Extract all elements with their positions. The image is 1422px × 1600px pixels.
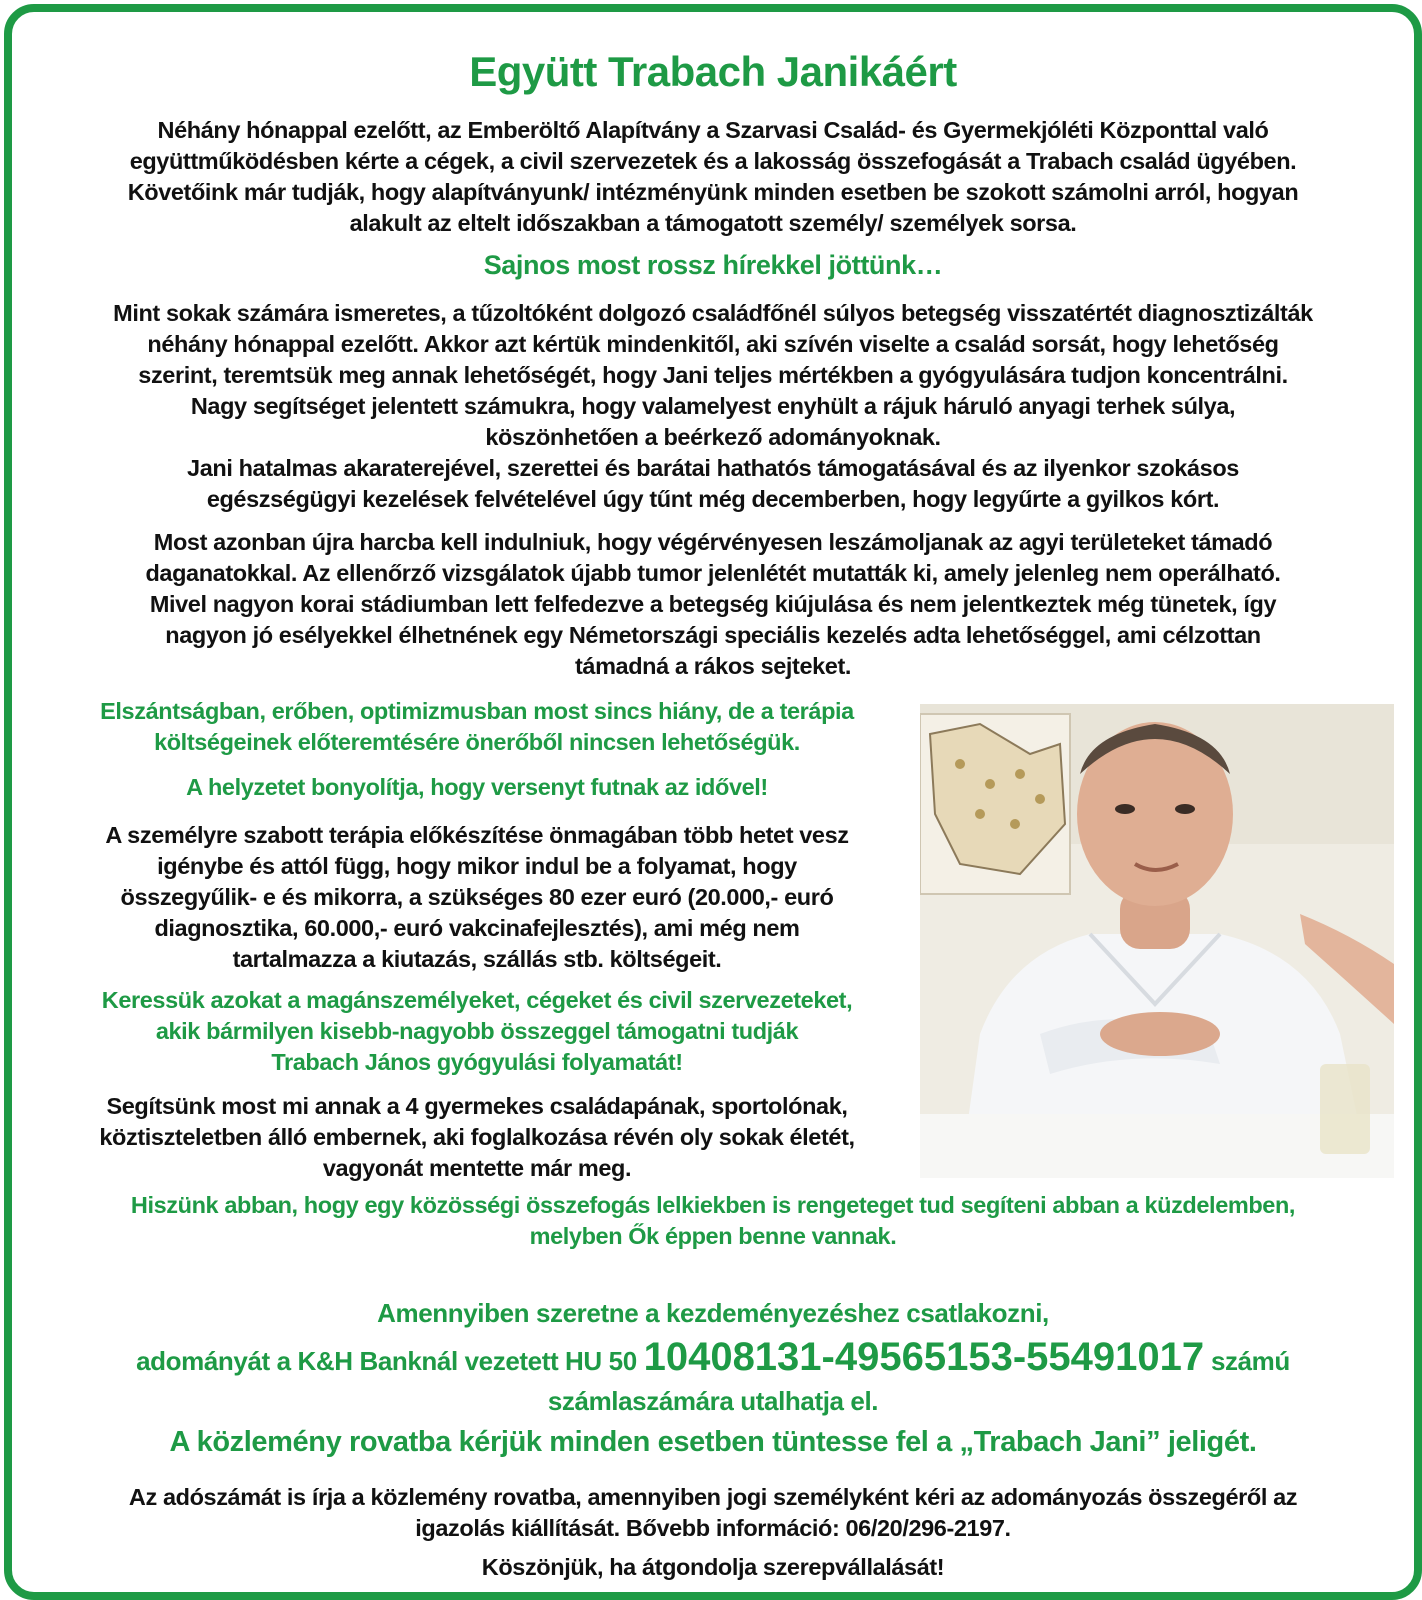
text-line: diagnosztika, 60.000,- euró vakcinafejlesztés), ami még nem (154, 915, 800, 941)
text-line: Elszántságban, erőben, optimizmusban most sincs hiány, de a terápia (100, 698, 854, 724)
text-line: vagyonát mentette már meg. (322, 1155, 632, 1181)
donation-line-3: számlaszámára utalhatja el. (547, 1386, 879, 1416)
portrait-photo (920, 704, 1394, 1178)
story-paragraph (32, 298, 1394, 515)
text-line: igénybe és attól függ, hogy mikor indul be a folyamat, hogy (157, 853, 797, 879)
therapy-paragraph (32, 820, 922, 975)
text-line: néhány hónappal ezelőtt. Akkor azt kértük mindenkitől, aki szívén viselte a család sorsát, hogy lehetőség (147, 331, 1279, 357)
bad-news-heading: Sajnos most rossz hírekkel jöttünk… (483, 250, 943, 280)
text-line: Mint sokak számára ismeretes, a tűzoltóként dolgozó családfőnél súlyos betegség visszatértét diagnosztizálták (113, 300, 1313, 326)
text-line: Hiszünk abban, hogy egy közösségi összefogás lelkiekben is rengeteget tud segíteni abban a küzdelemben, (130, 1192, 1296, 1218)
text-line: Mivel nagyon korai stádiumban lett felfedezve a betegség kiújulása és nem jelentkeztek még tünetek, így (149, 591, 1277, 617)
text-line: összegyűlik- e és mikorra, a szükséges 80 ezer euró (20.000,- euró (120, 884, 834, 910)
text-line: tartalmazza a kiutazás, szállás stb. költségeit. (232, 946, 722, 972)
text-line: egészségügyi kezelések felvételével úgy tűnt még decemberben, hogy legyűrte a gyilkos kórt. (206, 486, 1220, 512)
text-line: Most azonban újra harcba kell indulniuk, hogy végérvényesen leszámoljanak az agyi területeket támadó (153, 529, 1273, 555)
donation-line-2 (32, 1334, 1394, 1384)
thanks-line: Köszönjük, ha átgondolja szerepvállalását! (481, 1554, 945, 1580)
note-heading: A közlemény rovatba kérjük minden esetben tüntesse fel a „Trabach Jani” jeligét. (169, 1426, 1257, 1458)
text-line: Néhány hónappal ezelőtt, az Emberöltő Alapítvány a Szarvasi Család- és Gyermekjóléti Központtal való (157, 117, 1269, 143)
fight-paragraph (32, 527, 1394, 682)
belief-paragraph (32, 1190, 1394, 1252)
text-line: A személyre szabott terápia előkészítése önmagában több hetet vesz (105, 822, 849, 848)
text-line: Segítsünk most mi annak a 4 gyermekes családapának, sportolónak, (106, 1093, 848, 1119)
text-line: Nagy segítséget jelentett számukra, hogy valamelyest enyhült a rájuk háruló anyagi terhek súlya, (190, 393, 1236, 419)
text-line: nagyon jó esélyekkel élhetnének egy Németországi speciális kezelés adta lehetőséggel, ami célzottan (165, 622, 1261, 648)
intro-paragraph (32, 115, 1394, 239)
text-line: támadná a rákos sejteket. (574, 653, 852, 679)
page-title: Együtt Trabach Janikáért (469, 48, 957, 95)
text-line: Keressük azokat a magánszemélyeket, cégeket és civil szervezeteket, (101, 987, 853, 1013)
text-line: költségeinek előteremtésére önerőből nincsen lehetőségük. (154, 729, 800, 755)
green-frame (4, 4, 1422, 1600)
bank-text: adományát a K&H Banknál vezetett HU 50 (136, 1346, 637, 1376)
account-number: 10408131-49565153-55491017 (643, 1335, 1205, 1379)
text-line: köszönhetően a beérkező adományoknak. (485, 424, 941, 450)
text-line: Jani hatalmas akaraterejével, szerettei és barátai hathatós támogatásával és az ilyenkor szokásos (187, 455, 1239, 481)
text-line: Az adószámát is írja a közlemény rovatba, amennyiben jogi személyként kéri az adományozás összegéről az (128, 1484, 1298, 1510)
text-line: köztiszteletben álló embernek, aki foglalkozása révén oly sokak életét, (99, 1124, 855, 1150)
text-line: igazolás kiállítását. Bővebb információ: 06/20/296-2197. (415, 1515, 1011, 1541)
tax-paragraph (32, 1482, 1394, 1544)
account-suffix: számú (1210, 1346, 1290, 1376)
text-line: szerint, teremtsük meg annak lehetőségét, hogy Jani teljes mértékben a gyógyulására tudjon koncentrálni. (138, 362, 1288, 388)
donation-line-1: Amennyiben szeretne a kezdeményezéshez csatlakozni, (377, 1298, 1049, 1328)
race-heading: A helyzetet bonyolítja, hogy versenyt futnak az idővel! (186, 774, 768, 800)
text-line: Követőink már tudják, hogy alapítványunk/ intézményünk minden esetben be szokott számolni arról, hogyan (127, 179, 1299, 205)
text-line: Trabach János gyógyulási folyamatát! (271, 1049, 683, 1075)
text-line: daganatokkal. Az ellenőrző vizsgálatok újabb tumor jelenlétét mutatták ki, amely jelenleg nem operálható. (145, 560, 1281, 586)
determination-paragraph (32, 696, 922, 758)
text-line: melyben Ők éppen benne vannak. (529, 1223, 897, 1249)
text-line: együttműködésben kérte a cégek, a civil szervezetek és a lakosság összefogását a Trabach család ügyében. (129, 148, 1297, 174)
text-line: alakult az eltelt időszakban a támogatott személy/ személyek sorsa. (349, 210, 1077, 236)
help-paragraph (32, 1091, 922, 1184)
seeking-paragraph (32, 985, 922, 1078)
text-line: akik bármilyen kisebb-nagyobb összeggel támogatni tudják (155, 1018, 799, 1044)
